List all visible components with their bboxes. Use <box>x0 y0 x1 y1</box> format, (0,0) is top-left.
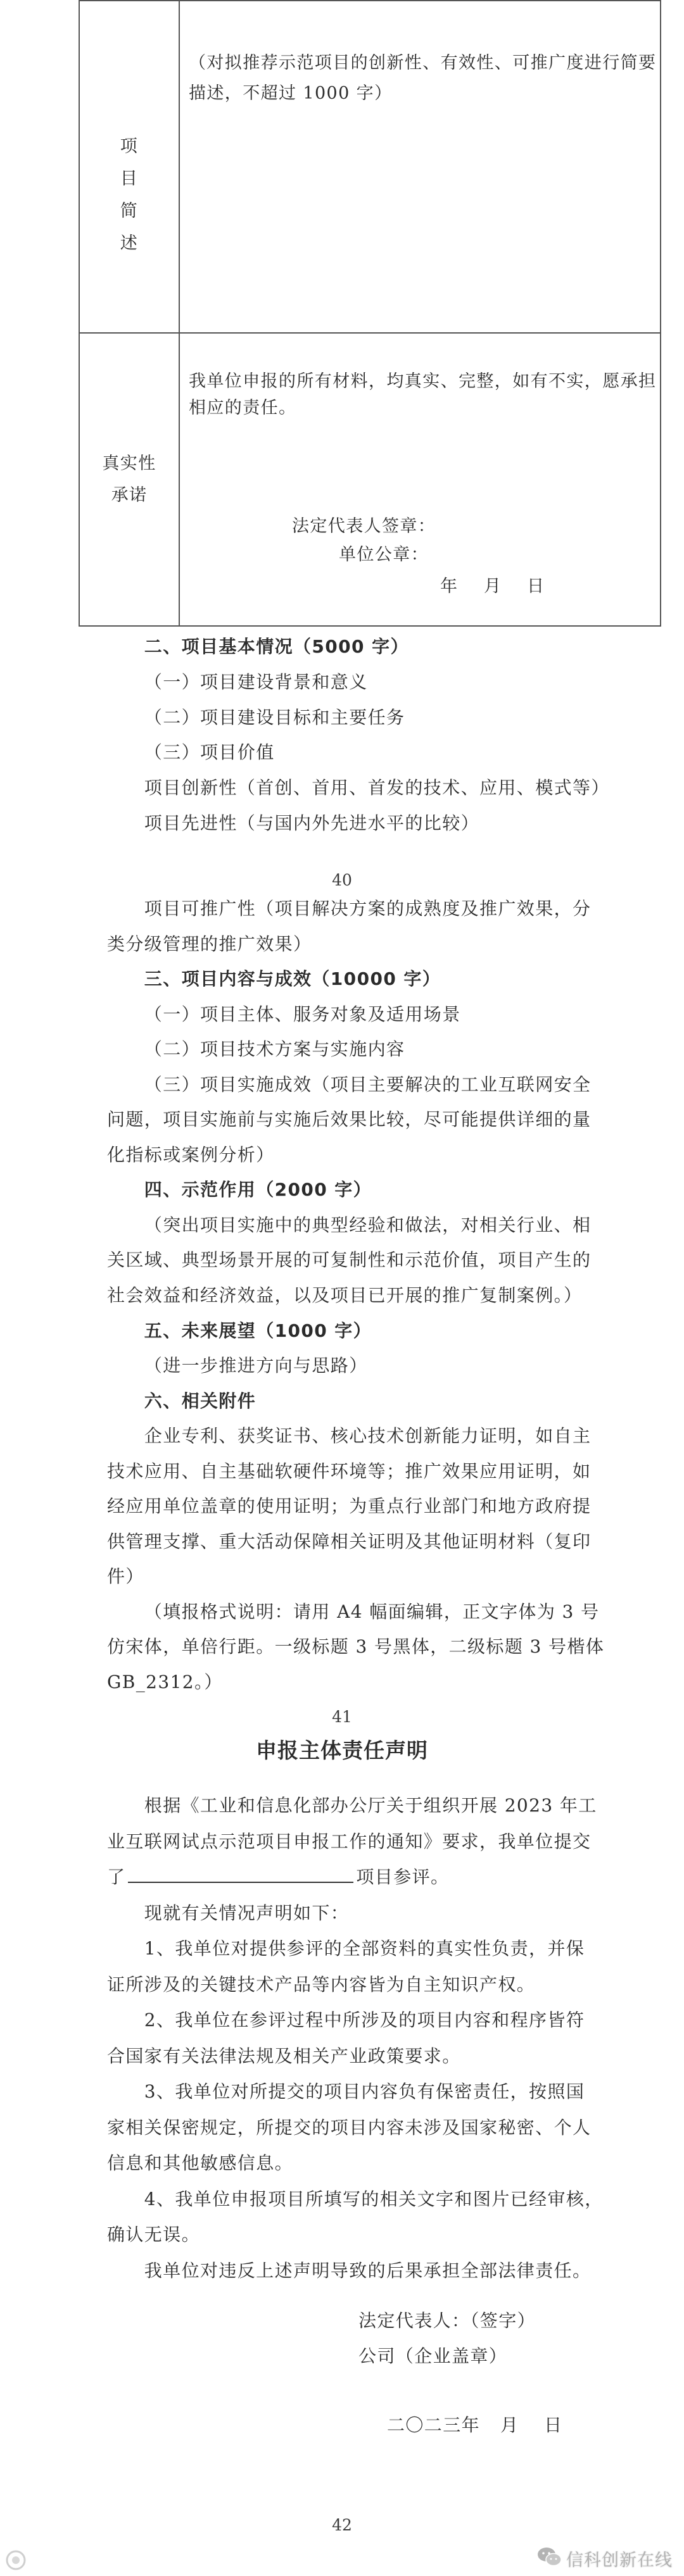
item-goals-line: （二）项目建设目标和主要任务 <box>144 706 405 728</box>
table-date-day: 日 <box>527 577 545 596</box>
account-watermark <box>537 2546 673 2571</box>
basic-info-section <box>107 629 610 841</box>
authenticity-statement-line: 我单位申报的所有材料，均真实、完整，如有不实，愿承担 <box>189 372 657 391</box>
declaration-item-3-line: 3、我单位对所提交的项目内容负有保密责任，按照国 <box>144 2081 585 2102</box>
format-note-line: 仿宋体，单倍行距。一级标题 3 号黑体，二级标题 3 号楷体 <box>107 1636 605 1658</box>
authenticity-label <box>102 448 156 511</box>
declaration-date-year: 二〇二三年 <box>387 2415 481 2435</box>
item-subject-line: （一）项目主体、服务对象及适用场景 <box>144 1003 461 1025</box>
declaration-body <box>107 1788 604 2289</box>
section-heading-demonstration-line: 四、示范作用（2000 字） <box>144 1179 372 1201</box>
label-cell-project-summary <box>80 1 180 334</box>
declaration-closing <box>107 2253 604 2289</box>
declaration-item-2-line: 合国家有关法律法规及相关产业政策要求。 <box>107 2045 461 2066</box>
declaration-item-4-line: 确认无误。 <box>107 2224 201 2245</box>
demonstration-text <box>107 1208 604 1313</box>
declaration-date-month: 月 <box>500 2415 519 2435</box>
page-number: 40 <box>332 871 352 889</box>
wechat-icon <box>537 2546 562 2570</box>
demonstration-text-line: 社会效益和经济效益，以及项目已开展的推广复制案例。） <box>107 1285 583 1306</box>
declaration-title: 申报主体责任声明 <box>256 1738 428 1763</box>
item-outcomes-line: 问题，项目实施前与实施后效果比较，尽可能提供详细的量 <box>107 1109 592 1130</box>
section-heading-attachments-line: 六、相关附件 <box>144 1390 256 1411</box>
page-number: 42 <box>332 2516 352 2534</box>
declaration-item-2-line: 2、我单位在参评过程中所涉及的项目内容和程序皆符 <box>144 2010 585 2030</box>
attachments-text-line: 供管理支撑、重大活动保障相关证明及其他证明材料（复印 <box>107 1530 592 1552</box>
project-name-blank <box>128 1863 353 1883</box>
authenticity-statement-line: 相应的责任。 <box>189 398 297 418</box>
declaration-intro <box>107 1788 604 1896</box>
format-note <box>107 1594 604 1700</box>
attachments-text-line: 件） <box>107 1566 144 1587</box>
legal-rep-signature-label: 法定代表人签章： <box>292 516 436 536</box>
item-technical-line: （二）项目技术方案与实施内容 <box>144 1039 405 1060</box>
section-heading-attachments <box>107 1384 604 1419</box>
section-heading-outlook-line: 五、未来展望（1000 字） <box>144 1320 372 1341</box>
signature-block <box>358 2303 536 2373</box>
table-date-year: 年 <box>440 577 459 596</box>
item-background-line: （一）项目建设背景和意义 <box>144 671 368 692</box>
declaration-item-3 <box>107 2074 604 2182</box>
declaration-item-1-line: 1、我单位对提供参评的全部资料的真实性负责，并保 <box>144 1938 585 1959</box>
section-heading-demonstration <box>107 1172 604 1208</box>
section-heading-basic-info <box>107 629 610 665</box>
item-innovation-line: 项目创新性（首创、首用、首发的技术、应用、模式等） <box>144 777 610 799</box>
demonstration-text-line: （突出项目实施中的典型经验和做法，对相关行业、相 <box>144 1214 592 1235</box>
declaration-item-3-line: 信息和其他敏感信息。 <box>107 2153 294 2173</box>
authenticity-label-line: 真实性 <box>102 453 156 473</box>
declaration-item-1 <box>107 1931 604 2003</box>
declaration-closing-line: 我单位对违反上述声明导致的后果承担全部法律责任。 <box>144 2260 592 2281</box>
intro-tail-prefix: 了 <box>107 1866 126 1887</box>
authenticity-label-line: 承诺 <box>111 485 148 505</box>
project-summary-label-line: 目 <box>120 169 139 189</box>
label-cell-authenticity <box>80 334 180 625</box>
item-promotability-line: 类分级管理的推广效果） <box>107 933 312 954</box>
item-outcomes-line: （三）项目实施成效（项目主要解决的工业互联网安全 <box>144 1073 592 1095</box>
account-name: 信科创新在线 <box>566 2550 673 2570</box>
item-outcomes-line: 化指标或案例分析） <box>107 1144 275 1165</box>
page-41-body <box>107 891 604 1700</box>
authenticity-statement <box>189 368 656 422</box>
project-summary-label <box>80 130 179 259</box>
watermark-logo-icon <box>5 2549 27 2571</box>
demonstration-text-line: 关区域、典型场景开展的可复制性和示范价值，项目产生的 <box>107 1249 592 1271</box>
format-note-line: （填报格式说明：请用 A4 幅面编辑，正文字体为 3 号 <box>144 1601 600 1622</box>
declaration-item-1-line: 证所涉及的关键技术产品等内容皆为自主知识产权。 <box>107 1973 536 1995</box>
intro-tail-suffix: 项目参评。 <box>356 1866 450 1887</box>
section-heading-content-results-line: 三、项目内容与成效（10000 字） <box>144 968 441 990</box>
project-summary-label-line: 述 <box>120 234 139 253</box>
declaration-lead-line: 现就有关情况声明如下： <box>144 1902 350 1923</box>
project-summary-instruction-line: （对拟推荐示范项目的创新性、有效性、可推广度进行简要 <box>189 53 657 73</box>
attachments-text <box>107 1418 604 1594</box>
section-heading-content-results <box>107 961 604 997</box>
unit-seal-label: 单位公章： <box>339 545 429 565</box>
item-technical <box>107 1032 604 1067</box>
item-innovation <box>107 770 610 806</box>
item-goals <box>107 700 610 735</box>
attachments-text-line: 经应用单位盖章的使用证明；为重点行业部门和地方政府提 <box>107 1496 592 1517</box>
project-summary-instruction <box>189 48 656 109</box>
item-promotability <box>107 891 604 961</box>
content-cell-project-summary <box>180 1 660 334</box>
item-value-line: （三）项目价值 <box>144 742 275 763</box>
project-summary-label-line: 简 <box>120 201 139 221</box>
declaration-intro-line: 业互联网试点示范项目申报工作的通知》要求，我单位提交 <box>107 1830 592 1852</box>
outlook-text <box>107 1348 604 1384</box>
item-subject <box>107 997 604 1032</box>
section-heading-outlook <box>107 1313 604 1349</box>
item-promotability-line: 项目可推广性（项目解决方案的成熟度及推广效果，分 <box>144 898 592 919</box>
item-advancement-line: 项目先进性（与国内外先进水平的比较） <box>144 812 479 834</box>
attachments-text-line: 技术应用、自主基础软硬件环境等；推广效果应用证明，如 <box>107 1460 592 1482</box>
legal-rep-signature: 法定代表人：（签字） <box>358 2310 536 2331</box>
attachments-text-line: 企业专利、获奖证书、核心技术创新能力证明，如自主 <box>144 1425 592 1447</box>
item-background <box>107 665 610 700</box>
declaration-lead <box>107 1896 604 1932</box>
declaration-item-4 <box>107 2182 604 2253</box>
item-value <box>107 735 610 770</box>
outlook-text-line: （进一步推进方向与思路） <box>144 1355 368 1377</box>
project-summary-label-line: 项 <box>120 137 139 156</box>
item-outcomes <box>107 1067 604 1173</box>
content-cell-authenticity <box>180 334 660 625</box>
project-info-table <box>79 0 661 627</box>
declaration-intro-line: 根据《工业和信息化部办公厅关于组织开展 2023 年工 <box>144 1795 597 1816</box>
declaration-item-3-line: 家相关保密规定，所提交的项目内容未涉及国家秘密、个人 <box>107 2116 592 2138</box>
declaration-item-2 <box>107 2003 604 2074</box>
declaration-item-4-line: 4、我单位申报项目所填写的相关文字和图片已经审核， <box>144 2188 604 2210</box>
section-heading-basic-info-line: 二、项目基本情况（5000 字） <box>144 636 409 657</box>
table-date-month: 月 <box>484 577 502 596</box>
format-note-line: GB_2312。） <box>107 1672 223 1693</box>
declaration-date-day: 日 <box>544 2415 563 2435</box>
project-name-line <box>107 1860 604 1896</box>
page-number: 41 <box>332 1708 352 1726</box>
item-advancement <box>107 806 610 841</box>
project-summary-instruction-line: 描述，不超过 1000 字） <box>189 84 393 103</box>
company-seal: 公司（企业盖章） <box>358 2345 508 2367</box>
